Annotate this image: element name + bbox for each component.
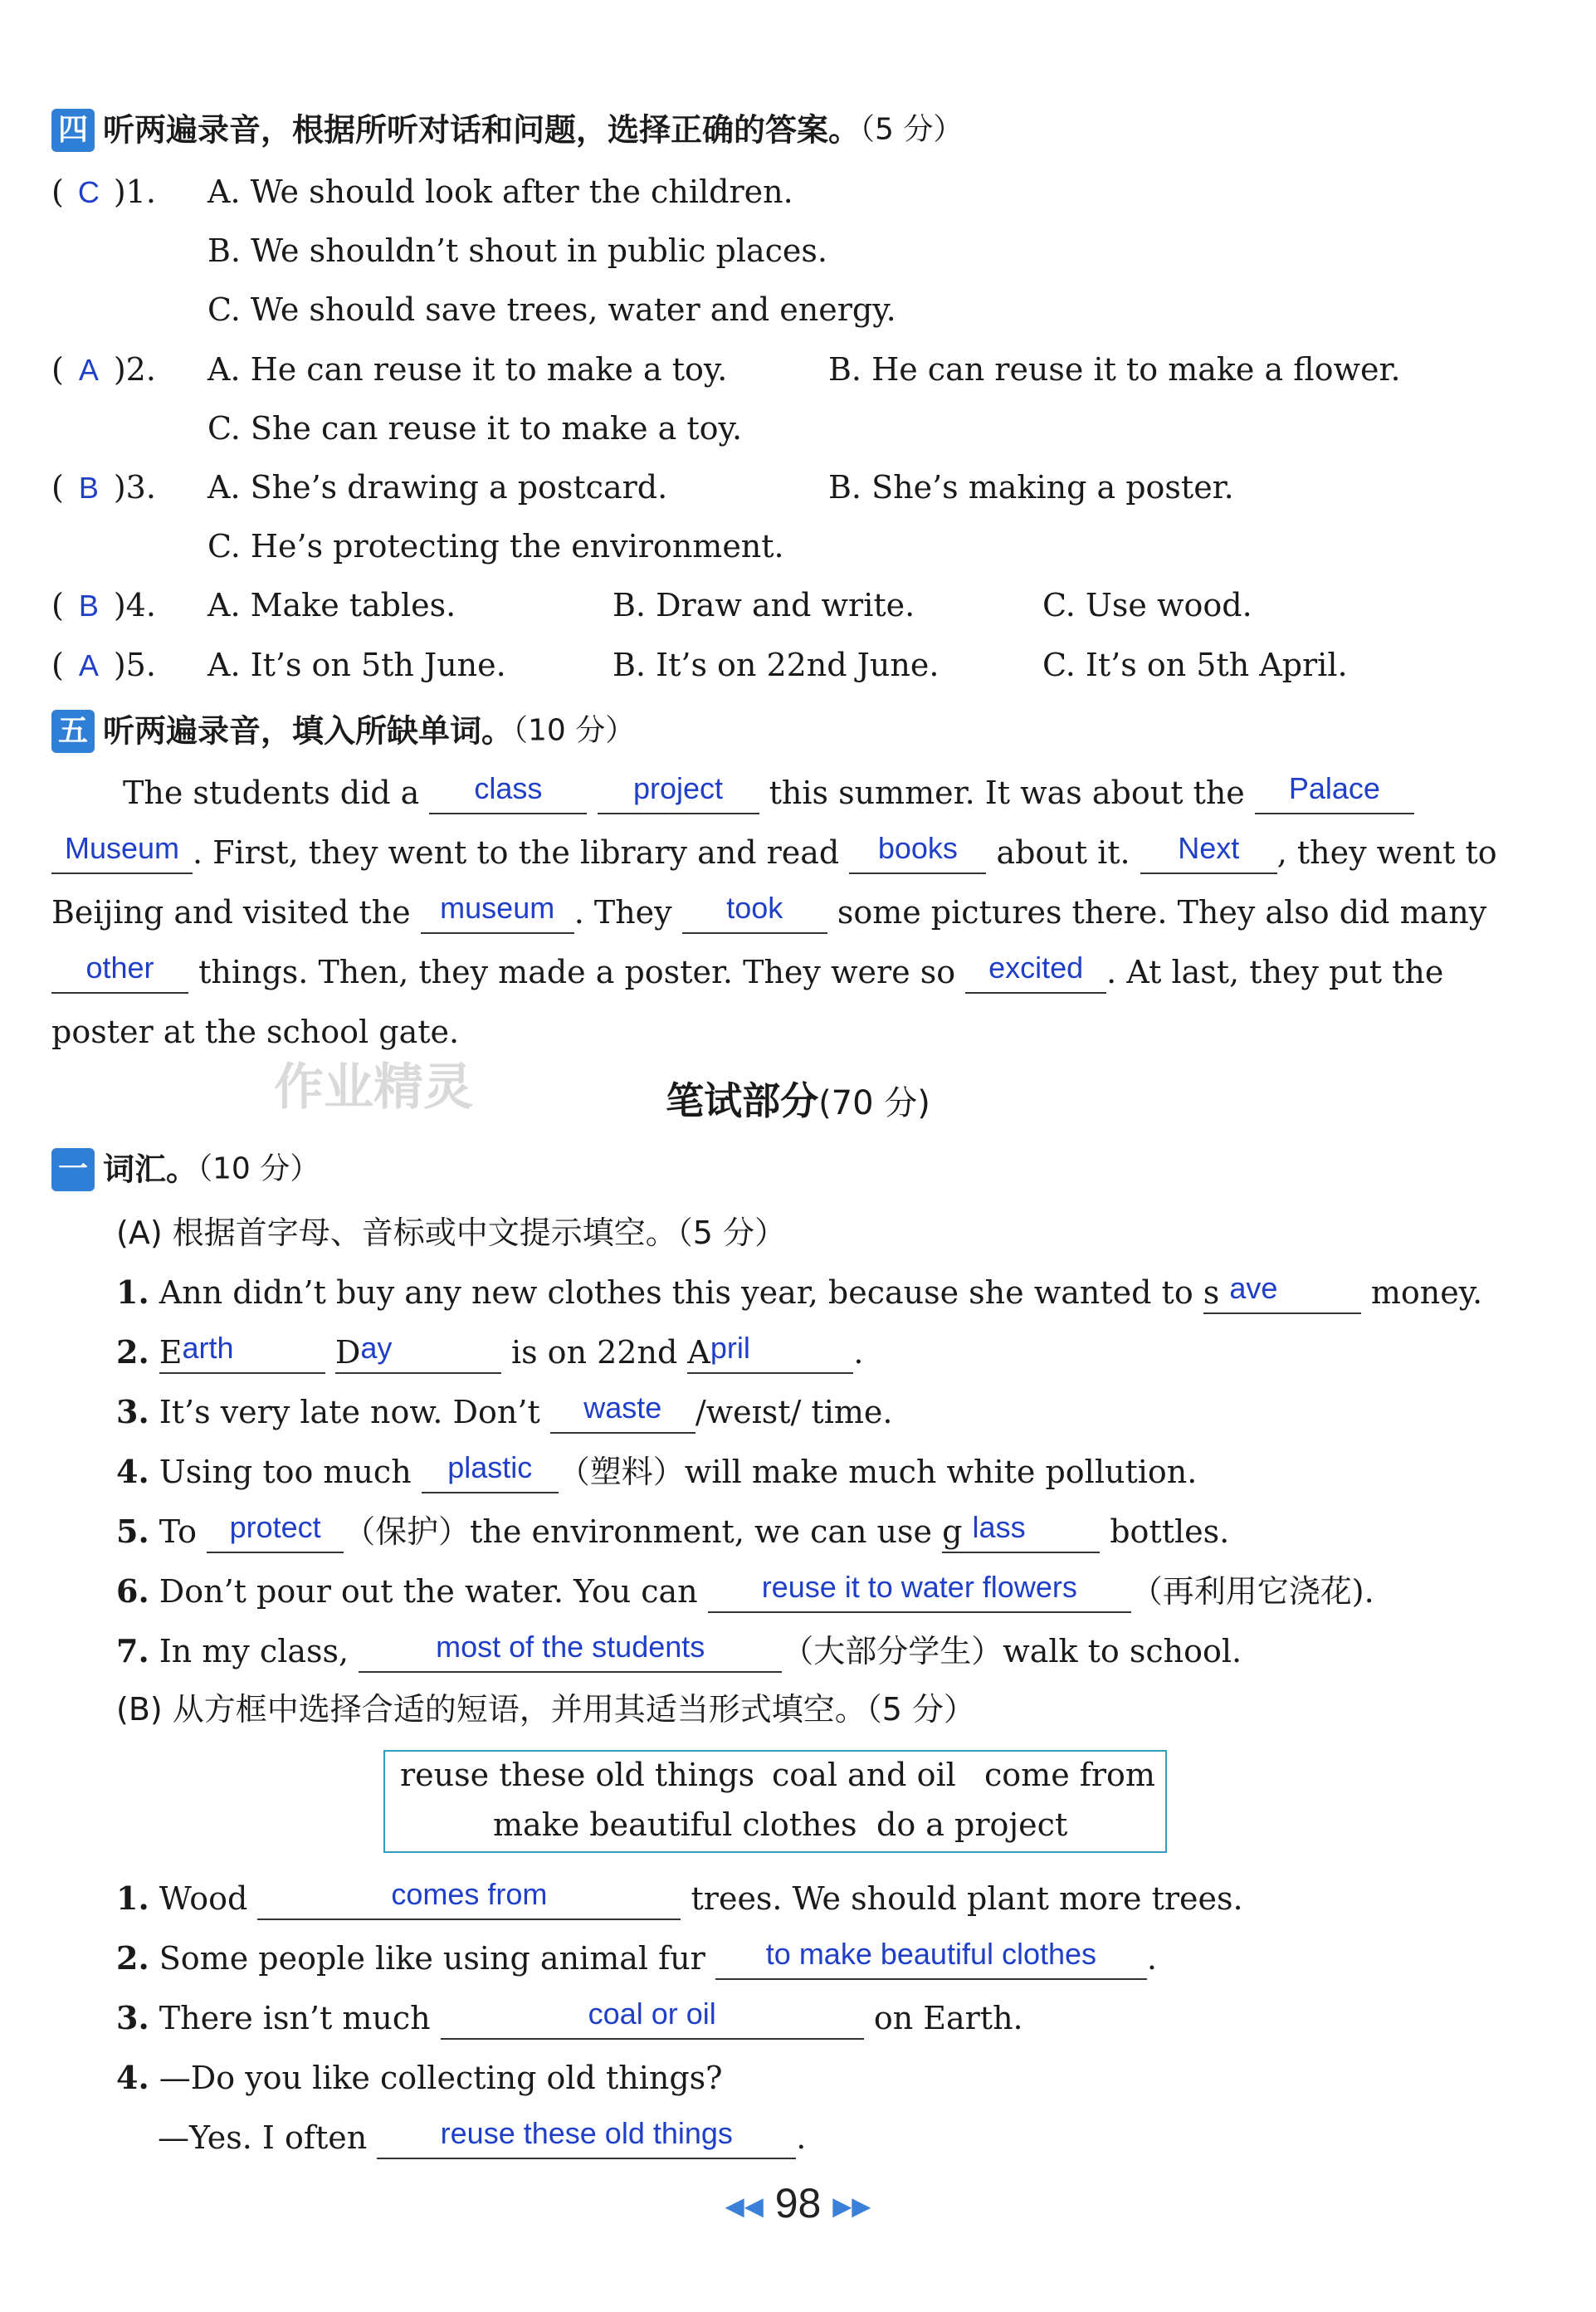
vocab-a7: 7. In my class, most of the students （大部分学生）walk to school.	[116, 1630, 1242, 1673]
blank-waste: waste	[550, 1396, 696, 1434]
option-a: A. She’s drawing a postcard.	[207, 469, 668, 506]
question-4-4: ( B )4.	[51, 584, 156, 627]
passage-line-5: poster at the school gate.	[51, 1014, 460, 1050]
option-c: C. Use wood.	[1042, 587, 1252, 623]
section-4-badge: 四	[51, 109, 95, 152]
blank-most-students: most of the students	[359, 1635, 782, 1673]
option-c: C. It’s on 5th April.	[1042, 647, 1348, 683]
option-c: C. She can reuse it to make a toy.	[207, 410, 743, 447]
question-4-1: ( C )1.	[51, 171, 156, 213]
option-c: C. He’s protecting the environment.	[207, 528, 784, 565]
blank-2: project	[598, 776, 759, 814]
blank-7: museum	[421, 896, 574, 934]
answer-choice: A	[78, 648, 99, 682]
blank-5: books	[849, 836, 986, 874]
answer-choice: B	[78, 471, 99, 505]
option-b: B. Draw and write.	[613, 587, 915, 623]
passage-line-4: other things. Then, they made a poster. They were so excited . At last, they put the	[51, 951, 1443, 994]
section-5-header	[51, 707, 635, 753]
blank-6: Next	[1140, 836, 1277, 874]
part-b-instructions: (B) 从方框中选择合适的短语，并用其适当形式填空。（5 分）	[116, 1691, 976, 1728]
question-4-3: ( B )3.	[51, 467, 156, 509]
option-a: A. He can reuse it to make a toy.	[207, 351, 728, 388]
vocab-a2: 2. Earth Day is on 22nd April .	[116, 1332, 863, 1374]
blank-1: class	[429, 776, 587, 814]
option-c: C. We should save trees, water and energy.	[207, 291, 896, 328]
option-b: B. We shouldn’t shout in public places.	[207, 232, 827, 269]
passage-line-1: The students did a class project this summer. It was about the Palace	[123, 772, 1414, 814]
blank-plastic: plastic	[422, 1455, 559, 1493]
passage-line-3: Beijing and visited the museum . They took some pictures there. They also did many	[51, 892, 1486, 934]
page-footer	[0, 2179, 1596, 2227]
vocab-title: 词汇。	[103, 1151, 198, 1188]
watermark: 作业精灵	[274, 1058, 473, 1117]
blank-8: took	[682, 896, 827, 934]
page-number: 98	[774, 2180, 822, 2226]
vocab-section-header	[51, 1146, 320, 1191]
blank-protect: protect	[207, 1515, 344, 1553]
answer-choice: B	[78, 589, 99, 623]
section-4-header	[51, 106, 963, 152]
section-5-badge: 五	[51, 710, 95, 753]
blank-save: s ave	[1203, 1276, 1361, 1314]
section-4-title: 听两遍录音，根据所听对话和问题，选择正确的答案。	[103, 111, 861, 149]
blank-reuse-things: reuse these old things	[377, 2121, 796, 2159]
question-4-2: ( A )2.	[51, 349, 156, 391]
vocab-a4: 4. Using too much plastic （塑料）will make much white pollution.	[116, 1451, 1197, 1493]
option-a: A. It’s on 5th June.	[207, 647, 506, 683]
vocab-badge: 一	[51, 1148, 95, 1191]
phrase-box: reuse these old things coal and oil come from make beautiful clothes do a project	[383, 1750, 1167, 1853]
vocab-b3: 3. There isn’t much coal or oil on Earth.	[116, 1997, 1023, 2040]
part-a-instructions: (A) 根据首字母、音标或中文提示填空。（5 分）	[116, 1215, 786, 1251]
blank-beautiful-clothes: to make beautiful clothes	[715, 1942, 1147, 1980]
blank-day: Day	[335, 1336, 501, 1374]
vocab-score: （10 分）	[198, 1151, 320, 1186]
blank-3: Palace	[1255, 776, 1414, 814]
vocab-a6: 6. Don’t pour out the water. You can reuse it to water flowers （再利用它浇花).	[116, 1571, 1374, 1613]
vocab-b2: 2. Some people like using animal fur to make beautiful clothes .	[116, 1938, 1157, 1980]
vocab-a1: 1. Ann didn’t buy any new clothes this year, because she wanted to s ave money.	[116, 1272, 1482, 1314]
blank-earth: Earth	[159, 1336, 325, 1374]
vocab-a3: 3. It’s very late now. Don’t waste /weɪst/ time.	[116, 1391, 892, 1434]
written-part-heading: 笔试部分(70 分)	[666, 1078, 930, 1123]
blank-reuse-flowers: reuse it to water flowers	[708, 1575, 1131, 1613]
option-b: B. He can reuse it to make a flower.	[828, 351, 1401, 388]
option-b: B. She’s making a poster.	[828, 469, 1234, 506]
blank-comes-from: comes from	[257, 1882, 681, 1920]
vocab-b1: 1. Wood comes from trees. We should plant more trees.	[116, 1878, 1243, 1920]
passage-line-2: Museum . First, they went to the library and read books about it. Next , they went to	[51, 832, 1497, 874]
question-4-5: ( A )5.	[51, 644, 156, 687]
prev-arrows-icon: ◀◀	[725, 2192, 764, 2221]
answer-choice: A	[78, 353, 99, 387]
next-arrows-icon: ▶▶	[832, 2192, 871, 2221]
section-4-score: （5 分）	[860, 112, 964, 147]
section-5-title: 听两遍录音，填入所缺单词。	[103, 712, 514, 750]
blank-april: April	[687, 1336, 853, 1374]
blank-4: Museum	[51, 836, 193, 874]
blank-glass: g lass	[942, 1515, 1100, 1553]
option-a: A. Make tables.	[207, 587, 456, 623]
blank-coal-oil: coal or oil	[441, 2002, 864, 2040]
blank-10: excited	[965, 956, 1106, 994]
vocab-a5: 5. To protect （保护）the environment, we can use g lass bottles.	[116, 1511, 1229, 1553]
section-5-score: （10 分）	[513, 713, 636, 748]
blank-9: other	[51, 956, 188, 994]
option-b: B. It’s on 22nd June.	[613, 647, 940, 683]
answer-choice: C	[77, 175, 100, 209]
vocab-b4: 4. —Do you like collecting old things?	[116, 2059, 723, 2096]
vocab-b4-answer: —Yes. I often reuse these old things .	[158, 2117, 806, 2159]
option-a: A. We should look after the children.	[207, 174, 793, 210]
